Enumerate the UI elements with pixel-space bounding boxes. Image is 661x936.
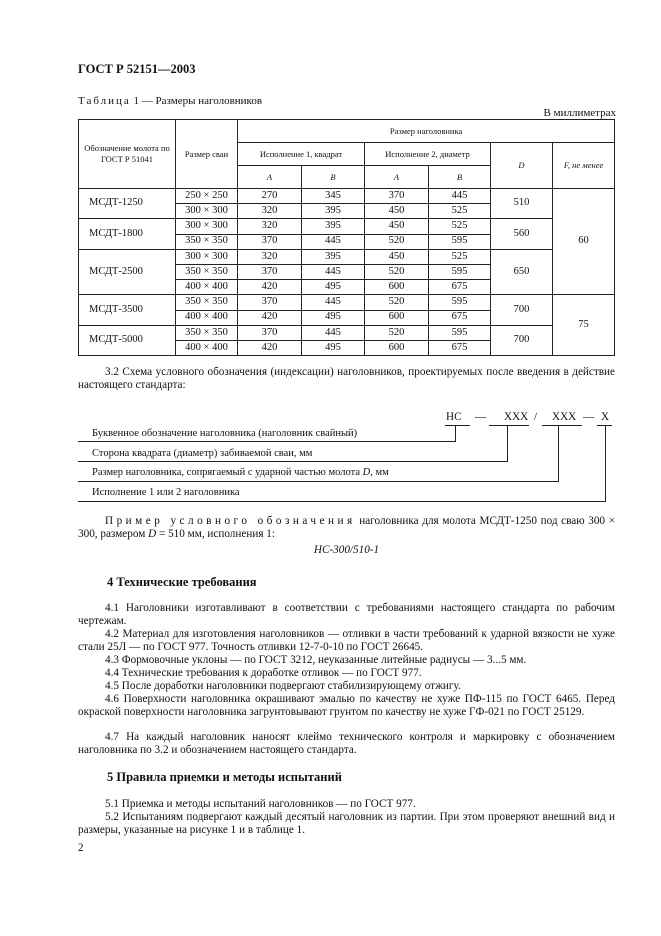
- cell-a2: 450: [365, 204, 429, 219]
- table-row: [79, 295, 615, 310]
- cell-d: 700: [491, 295, 553, 325]
- cell-b2: 525: [429, 219, 491, 234]
- scheme-xxx1: ХХХ: [504, 411, 529, 423]
- cell-a2: 600: [365, 280, 429, 295]
- cell-b2: 525: [429, 204, 491, 219]
- table-units: В миллиметрах: [543, 107, 616, 119]
- cell-pile: 400 × 400: [176, 340, 238, 355]
- scheme-dash2: —: [583, 411, 595, 423]
- scheme-baseline: [78, 441, 456, 442]
- cell-b1: 495: [302, 340, 365, 355]
- paragraph-4-2: 4.2 Материал для изготовления наголовников — отливки в части требований к ударной вязкости не хуже стали 25Л — по ГОСТ 977. Точность отливки 12-7-0-10 по ГОСТ 26645.: [78, 628, 615, 654]
- cell-a1: 320: [238, 204, 302, 219]
- scheme-underline: [445, 425, 470, 426]
- cell-b1: 445: [302, 234, 365, 249]
- cell-model: МСДТ-1800: [79, 219, 176, 249]
- header-designation: Обозначение молота по ГОСТ Р 51041: [79, 120, 176, 189]
- cell-pile: 350 × 350: [176, 325, 238, 340]
- scheme-leader: [507, 425, 508, 462]
- scheme-xxx2: ХХХ: [552, 411, 577, 423]
- cell-a1: 370: [238, 234, 302, 249]
- cell-d: 510: [491, 189, 553, 219]
- cell-b2: 525: [429, 249, 491, 264]
- header-b1: В: [302, 166, 365, 189]
- cell-model: МСДТ-5000: [79, 325, 176, 355]
- document-header: ГОСТ Р 52151—2003: [78, 62, 196, 76]
- paragraph-4-5: 4.5 После доработки наголовники подвергают стабилизирующему отжигу.: [105, 680, 461, 692]
- cell-b1: 495: [302, 310, 365, 325]
- cell-pile: 400 × 400: [176, 280, 238, 295]
- cell-pile: 300 × 300: [176, 204, 238, 219]
- scheme-leader: [558, 425, 559, 481]
- cell-a1: 420: [238, 310, 302, 325]
- cell-b2: 595: [429, 264, 491, 279]
- cell-pile: 300 × 300: [176, 249, 238, 264]
- cell-d: 560: [491, 219, 553, 249]
- scheme-baseline: [78, 461, 508, 462]
- cell-b2: 675: [429, 310, 491, 325]
- cell-b1: 345: [302, 189, 365, 204]
- scheme-hc: НС: [446, 411, 462, 423]
- scheme-label-2: Сторона квадрата (диаметр) забиваемой сваи, мм: [92, 448, 313, 459]
- cell-pile: 350 × 350: [176, 264, 238, 279]
- cell-b1: 395: [302, 249, 365, 264]
- cell-a1: 320: [238, 249, 302, 264]
- header-d: D: [491, 143, 553, 189]
- cell-a2: 520: [365, 234, 429, 249]
- scheme-dash1: —: [475, 411, 487, 423]
- cell-a2: 600: [365, 310, 429, 325]
- cell-a1: 420: [238, 280, 302, 295]
- cell-model: МСДТ-1250: [79, 189, 176, 219]
- example-paragraph: Пример условного обозначения наголовника для молота МСДТ-1250 под сваю 300 × 300, размером D = 510 мм, исполнения 1:: [78, 515, 615, 541]
- scheme-underline: [489, 425, 529, 426]
- cell-pile: 350 × 350: [176, 234, 238, 249]
- cell-b1: 495: [302, 280, 365, 295]
- table-row: [79, 189, 615, 204]
- scheme-label-4: Исполнение 1 или 2 наголовника: [92, 487, 240, 498]
- header-pile-size: Размер сваи: [176, 120, 238, 189]
- cell-pile: 350 × 350: [176, 295, 238, 310]
- cell-b1: 445: [302, 264, 365, 279]
- scheme-label-1: Буквенное обозначение наголовника (наголовник свайный): [92, 428, 358, 439]
- cell-b2: 595: [429, 234, 491, 249]
- cell-pile: 300 × 300: [176, 219, 238, 234]
- header-a2: А: [365, 166, 429, 189]
- cell-a2: 450: [365, 219, 429, 234]
- cell-pile: 250 × 250: [176, 189, 238, 204]
- cell-b1: 445: [302, 295, 365, 310]
- cell-a1: 370: [238, 325, 302, 340]
- scheme-x: Х: [601, 411, 610, 423]
- cell-a1: 270: [238, 189, 302, 204]
- dimensions-table: [78, 119, 615, 356]
- cell-b2: 675: [429, 280, 491, 295]
- cell-a1: 320: [238, 219, 302, 234]
- cell-a2: 370: [365, 189, 429, 204]
- scheme-leader: [455, 425, 456, 441]
- table-row: [79, 249, 615, 264]
- cell-b2: 595: [429, 295, 491, 310]
- cell-a1: 370: [238, 264, 302, 279]
- cell-model: МСДТ-3500: [79, 295, 176, 325]
- cell-model: МСДТ-2500: [79, 249, 176, 295]
- table-row: [79, 219, 615, 234]
- cell-b2: 675: [429, 340, 491, 355]
- section-5-title: 5 Правила приемки и методы испытаний: [107, 770, 342, 784]
- paragraph-4-6: 4.6 Поверхности наголовника окрашивают эмалью по качеству не хуже ПФ-115 по ГОСТ 6465. Перед окраской поверхности наголовника загрунтовывают грунтом по качеству не хуже ГФ-021 по ГОСТ 25129.: [78, 693, 615, 719]
- cell-b1: 395: [302, 219, 365, 234]
- cell-a2: 600: [365, 340, 429, 355]
- cell-f: 75: [553, 295, 615, 356]
- scheme-leader: [605, 425, 606, 502]
- cell-f: 60: [553, 189, 615, 295]
- header-b2: В: [429, 166, 491, 189]
- page-number: 2: [78, 842, 84, 854]
- cell-a2: 520: [365, 325, 429, 340]
- header-a1: А: [238, 166, 302, 189]
- cell-a2: 520: [365, 264, 429, 279]
- cell-a2: 520: [365, 295, 429, 310]
- scheme-slash: /: [534, 411, 538, 423]
- example-code: НС-300/510-1: [313, 544, 380, 556]
- cell-a2: 450: [365, 249, 429, 264]
- paragraph-4-1: 4.1 Наголовники изготавливают в соответствии с требованиями настоящего стандарта по рабочим чертежам.: [78, 602, 615, 628]
- cell-a1: 420: [238, 340, 302, 355]
- scheme-underline: [542, 425, 582, 426]
- header-exec1: Исполнение 1, квадрат: [238, 143, 365, 166]
- table-caption: Таблица 1 — Размеры наголовников: [78, 95, 263, 107]
- section-4-title: 4 Технические требования: [107, 575, 257, 589]
- cell-b2: 445: [429, 189, 491, 204]
- cell-a1: 370: [238, 295, 302, 310]
- paragraph-5-1: 5.1 Приемка и методы испытаний наголовников — по ГОСТ 977.: [105, 798, 416, 810]
- cell-pile: 400 × 400: [176, 310, 238, 325]
- header-f: F, не менее: [553, 143, 615, 189]
- paragraph-5-2: 5.2 Испытаниям подвергают каждый десятый наголовник из партии. При этом проверяют внешний вид и размеры, указанные на рисунке 1 и в таблице 1.: [78, 811, 615, 837]
- scheme-baseline: [78, 481, 559, 482]
- cell-d: 650: [491, 249, 553, 295]
- paragraph-4-7: 4.7 На каждый наголовник наносят клеймо технического контроля и маркировку с обозначением наголовника по 3.2 и обозначением настоящего стандарта.: [78, 731, 615, 757]
- paragraph-4-3: 4.3 Формовочные уклоны — по ГОСТ 3212, неуказанные литейные радиусы — 3...5 мм.: [105, 654, 527, 666]
- cell-b1: 445: [302, 325, 365, 340]
- header-exec2: Исполнение 2, диаметр: [365, 143, 491, 166]
- scheme-baseline: [78, 501, 606, 502]
- header-cap-size: Размер наголовника: [238, 120, 615, 143]
- paragraph-4-4: 4.4 Технические требования к доработке отливок — по ГОСТ 977.: [105, 667, 422, 679]
- paragraph-3-2: 3.2 Схема условного обозначения (индексации) наголовников, проектируемых после введения в действие настоящего стандарта:: [78, 366, 615, 392]
- cell-b1: 395: [302, 204, 365, 219]
- table-row: [79, 325, 615, 340]
- cell-b2: 595: [429, 325, 491, 340]
- scheme-label-3: Размер наголовника, сопрягаемый с ударной частью молота D, мм: [92, 467, 389, 478]
- cell-d: 700: [491, 325, 553, 355]
